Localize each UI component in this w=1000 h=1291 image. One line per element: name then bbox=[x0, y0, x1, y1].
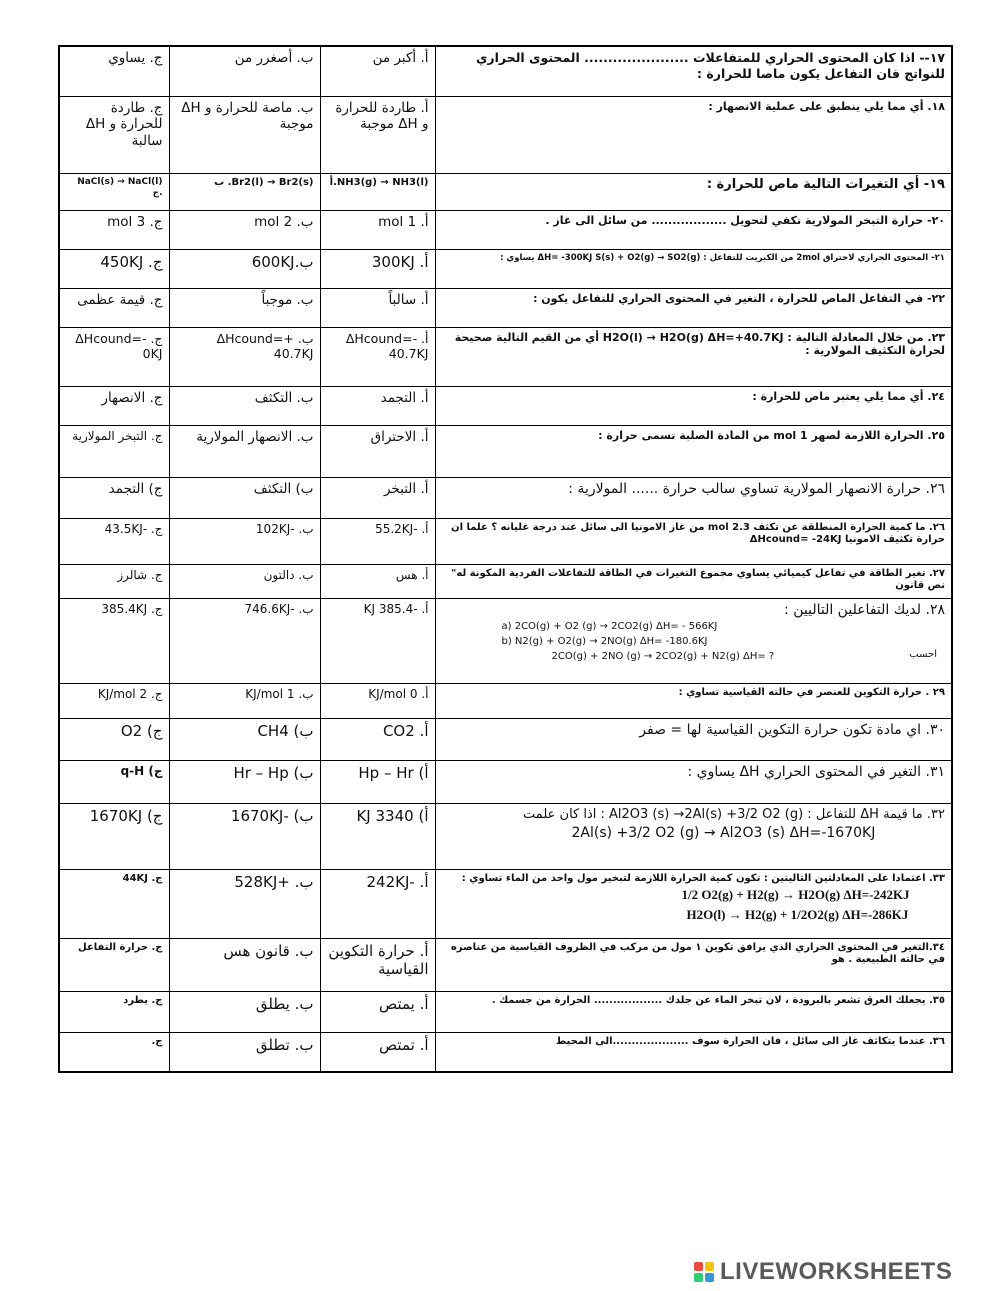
question-text: ٢٧. تغير الطاقة في تفاعل كيميائي يساوي مجموع التغيرات في الطاقة للتفاعلات الفردية المكونة له" نص قانون bbox=[435, 564, 952, 598]
equation-2: H2O(l) → H2(g) + 1/2O2(g) ΔH=-286KJ bbox=[686, 906, 909, 922]
question-cell bbox=[435, 803, 952, 869]
logo-text: LIVEWORKSHEETS bbox=[720, 1258, 953, 1285]
question-text: ٣٤.التغير في المحتوى الحراري الذي يرافق تكوين ١ مول من مركب في الظروف القياسية من عناصره في حالته الطبيعية . هو bbox=[435, 938, 952, 991]
question-text: ٣٥. يجعلك العرق تشعر بالبرودة ، لان تبخر الماء عن جلدك .................. الحرارة من جسمك . bbox=[435, 991, 952, 1032]
liveworksheets-logo[interactable] bbox=[694, 1258, 994, 1286]
question-row-27 bbox=[59, 564, 952, 598]
worksheet-table bbox=[58, 45, 953, 1073]
option-c[interactable]: ج. 2 KJ/mol bbox=[59, 683, 169, 718]
option-b[interactable]: ب. 1 KJ/mol bbox=[169, 683, 320, 718]
option-c[interactable]: ج. شالرز bbox=[59, 564, 169, 598]
equation-target: 2CO(g) + 2NO (g) → 2CO2(g) + N2(g) ΔH= ? bbox=[551, 651, 775, 662]
question-row-26b bbox=[59, 518, 952, 564]
option-a[interactable]: أ. حرارة التكوين القياسية bbox=[320, 938, 435, 991]
question-cell bbox=[435, 869, 952, 938]
option-c[interactable]: ج. bbox=[59, 1032, 169, 1072]
question-text: ٢٤. أي مما يلي يعتبر ماص للحرارة : bbox=[435, 386, 952, 425]
option-c[interactable]: ج. 3 mol bbox=[59, 210, 169, 249]
question-text: ١٩- أي التغيرات التالية ماص للحرارة : bbox=[435, 173, 952, 210]
option-c[interactable]: ج. حرارة التفاعل bbox=[59, 938, 169, 991]
option-a[interactable]: أ. سالباً bbox=[320, 288, 435, 327]
option-c[interactable]: ج. طاردة للحرارة و ΔH سالبة bbox=[59, 96, 169, 173]
question-text: ٣٣. اعتمادا على المعادلتين التاليتين : تكون كمية الحرارة اللازمة لتبخير مول واحد من الماء تساوي : bbox=[461, 872, 945, 884]
question-row-23 bbox=[59, 327, 952, 386]
option-c[interactable]: ج. 450KJ bbox=[59, 249, 169, 288]
option-b[interactable]: ب. +528KJ bbox=[169, 869, 320, 938]
question-row-34 bbox=[59, 938, 952, 991]
option-b[interactable]: ب. ماصة للحرارة و ΔH موجبة bbox=[169, 96, 320, 173]
option-b[interactable]: ب. الانصهار المولارية bbox=[169, 425, 320, 477]
question-text: ١٧-- اذا كان المحتوى الحراري للمتفاعلات ...................... المحتوى الحراري للنواتج فان التفاعل يكون ماصا للحرارة : bbox=[435, 46, 952, 96]
option-a[interactable]: أ. 0 KJ/mol bbox=[320, 683, 435, 718]
option-a[interactable]: أ. الاحتراق bbox=[320, 425, 435, 477]
logo-mark-icon bbox=[694, 1262, 714, 1282]
question-cell bbox=[435, 598, 952, 683]
option-b[interactable]: ب. 2 mol bbox=[169, 210, 320, 249]
option-a[interactable]: أ. أكبر من bbox=[320, 46, 435, 96]
option-c[interactable]: ج. 385.4KJ bbox=[59, 598, 169, 683]
question-text: ٢٨. لديك التفاعلين التاليين : bbox=[784, 601, 945, 618]
option-a[interactable]: أ. يمتص bbox=[320, 991, 435, 1032]
equation-a: a) 2CO(g) + O2 (g) → 2CO2(g) ΔH= - 566KJ bbox=[501, 621, 718, 632]
option-a[interactable]: NH3(g) → NH3(l).أ bbox=[320, 173, 435, 210]
option-a[interactable]: أ. -385.4 KJ bbox=[320, 598, 435, 683]
option-c[interactable]: ج. الانصهار bbox=[59, 386, 169, 425]
option-a[interactable]: أ. -242KJ bbox=[320, 869, 435, 938]
option-b[interactable]: ب. دالتون bbox=[169, 564, 320, 598]
option-b[interactable]: ب) Hr – Hp bbox=[169, 760, 320, 803]
question-text: ٢٦. ما كمية الحرارة المنطلقة عن تكثف 2.3 mol من غاز الامونيا الى سائل عند درجة غليانه ؟ علما ان حرارة تكثيف الامونيا ΔHcound= -24KJ bbox=[435, 518, 952, 564]
question-text: ٣٠. اي مادة تكون حرارة التكوين القياسية لها = صفر bbox=[435, 718, 952, 760]
question-row-18 bbox=[59, 96, 952, 173]
option-c[interactable]: ج. يساوي bbox=[59, 46, 169, 96]
option-b[interactable]: ب. موجباً bbox=[169, 288, 320, 327]
question-row-29 bbox=[59, 683, 952, 718]
option-c[interactable]: ج. 44KJ bbox=[59, 869, 169, 938]
option-b[interactable]: ب. ΔHcound=+ 40.7KJ bbox=[169, 327, 320, 386]
option-a[interactable]: أ. CO2 bbox=[320, 718, 435, 760]
question-row-30 bbox=[59, 718, 952, 760]
option-a[interactable]: أ) Hp – Hr bbox=[320, 760, 435, 803]
option-b[interactable]: ب. أصغرر من bbox=[169, 46, 320, 96]
option-a[interactable]: أ. هس bbox=[320, 564, 435, 598]
question-text: ٢٣. من خلال المعادلة التالية : H2O(l) → H2O(g) ΔH=+40.7KJ أي من القيم التالية صحيحة لحرارة التكثيف المولارية : bbox=[435, 327, 952, 386]
option-b[interactable]: ب) -1670KJ bbox=[169, 803, 320, 869]
question-text: ٢٢- في التفاعل الماص للحرارة ، التغير في المحتوى الحراري للتفاعل يكون : bbox=[435, 288, 952, 327]
question-row-32 bbox=[59, 803, 952, 869]
calc-label: احسب bbox=[909, 649, 937, 660]
option-b[interactable]: ب) CH4 bbox=[169, 718, 320, 760]
option-b[interactable]: ب. قانون هس bbox=[169, 938, 320, 991]
option-a[interactable]: أ. تمتص bbox=[320, 1032, 435, 1072]
option-a[interactable]: أ. التجمد bbox=[320, 386, 435, 425]
option-c[interactable]: ج) q-H bbox=[59, 760, 169, 803]
option-a[interactable]: أ. -55.2KJ bbox=[320, 518, 435, 564]
equation-b: b) N2(g) + O2(g) → 2NO(g) ΔH= -180.6KJ bbox=[501, 636, 708, 647]
question-row-25 bbox=[59, 425, 952, 477]
option-c[interactable]: ج. التبخر المولارية bbox=[59, 425, 169, 477]
question-text: ٣٦. عندما يتكاثف غاز الى سائل ، فان الحرارة سوف ....................الى المحيط bbox=[435, 1032, 952, 1072]
question-text: ٢٠- حرارة التبخر المولارية تكفي لتحويل .................. من سائل الى غاز . bbox=[435, 210, 952, 249]
option-a[interactable]: أ) 3340 KJ bbox=[320, 803, 435, 869]
question-row-20 bbox=[59, 210, 952, 249]
option-c[interactable]: ج) 1670KJ bbox=[59, 803, 169, 869]
option-b[interactable]: ب.600KJ bbox=[169, 249, 320, 288]
question-text: ٣٢. ما قيمة ΔH للتفاعل : Al2O3 (s) →2Al(s) +3/2 O2 (g) : اذا كان علمت bbox=[523, 806, 945, 822]
option-c[interactable]: ج. -43.5KJ bbox=[59, 518, 169, 564]
option-c[interactable]: ج. قيمة عظمى bbox=[59, 288, 169, 327]
option-a[interactable]: أ. ΔHcound=- 40.7KJ bbox=[320, 327, 435, 386]
question-row-19 bbox=[59, 173, 952, 210]
question-row-24 bbox=[59, 386, 952, 425]
option-c[interactable]: ج) التجمد bbox=[59, 477, 169, 518]
question-row-21 bbox=[59, 249, 952, 288]
option-a[interactable]: أ. التبخر bbox=[320, 477, 435, 518]
equation-given: 2Al(s) +3/2 O2 (g) → Al2O3 (s) ΔH=-1670KJ bbox=[571, 824, 876, 841]
question-row-17 bbox=[59, 46, 952, 96]
equation-1: 1/2 O2(g) + H2(g) → H2O(g) ΔH=-242KJ bbox=[681, 887, 910, 902]
question-row-26a bbox=[59, 477, 952, 518]
option-a[interactable]: أ. طاردة للحرارة و ΔH موجبة bbox=[320, 96, 435, 173]
option-c[interactable]: ج. ΔHcound=- 0KJ bbox=[59, 327, 169, 386]
question-text: ١٨. أي مما يلي ينطبق على عملية الانصهار : bbox=[435, 96, 952, 173]
question-text: ٢٦. حرارة الانصهار المولارية تساوي سالب حرارة ...... المولارية : bbox=[435, 477, 952, 518]
option-b[interactable]: ب. -746.6KJ bbox=[169, 598, 320, 683]
option-b[interactable]: ب. تطلق bbox=[169, 1032, 320, 1072]
question-text: ٢٩ . حرارة التكوين للعنصر في حالته القياسية تساوي : bbox=[435, 683, 952, 718]
option-c[interactable]: ج. يطرد bbox=[59, 991, 169, 1032]
option-b[interactable]: ب) التكثف bbox=[169, 477, 320, 518]
question-row-33 bbox=[59, 869, 952, 938]
question-row-35 bbox=[59, 991, 952, 1032]
question-text: ٢١- المحتوى الحراري لاحتراق 2mol من الكبريت للتفاعل : ΔH= -300KJ S(s) + O2(g) → SO2(g) يساوي : bbox=[435, 249, 952, 288]
question-row-22 bbox=[59, 288, 952, 327]
question-row-36 bbox=[59, 1032, 952, 1072]
option-a[interactable]: أ. 300KJ bbox=[320, 249, 435, 288]
question-row-28 bbox=[59, 598, 952, 683]
question-text: ٢٥. الحرارة اللازمة لصهر 1 mol من المادة الصلبة تسمى حرارة : bbox=[435, 425, 952, 477]
option-b[interactable]: ب. يطلق bbox=[169, 991, 320, 1032]
option-c[interactable]: NaCl(s) → NaCl(l) .ج bbox=[59, 173, 169, 210]
option-c[interactable]: ج) O2 bbox=[59, 718, 169, 760]
question-row-31 bbox=[59, 760, 952, 803]
question-text: ٣١. التغير في المحتوى الحراري ΔH يساوي : bbox=[435, 760, 952, 803]
option-b[interactable]: ب. التكثف bbox=[169, 386, 320, 425]
option-b[interactable]: ب. -102KJ bbox=[169, 518, 320, 564]
option-a[interactable]: أ. 1 mol bbox=[320, 210, 435, 249]
option-b[interactable]: Br2(l) → Br2(s). ب bbox=[169, 173, 320, 210]
